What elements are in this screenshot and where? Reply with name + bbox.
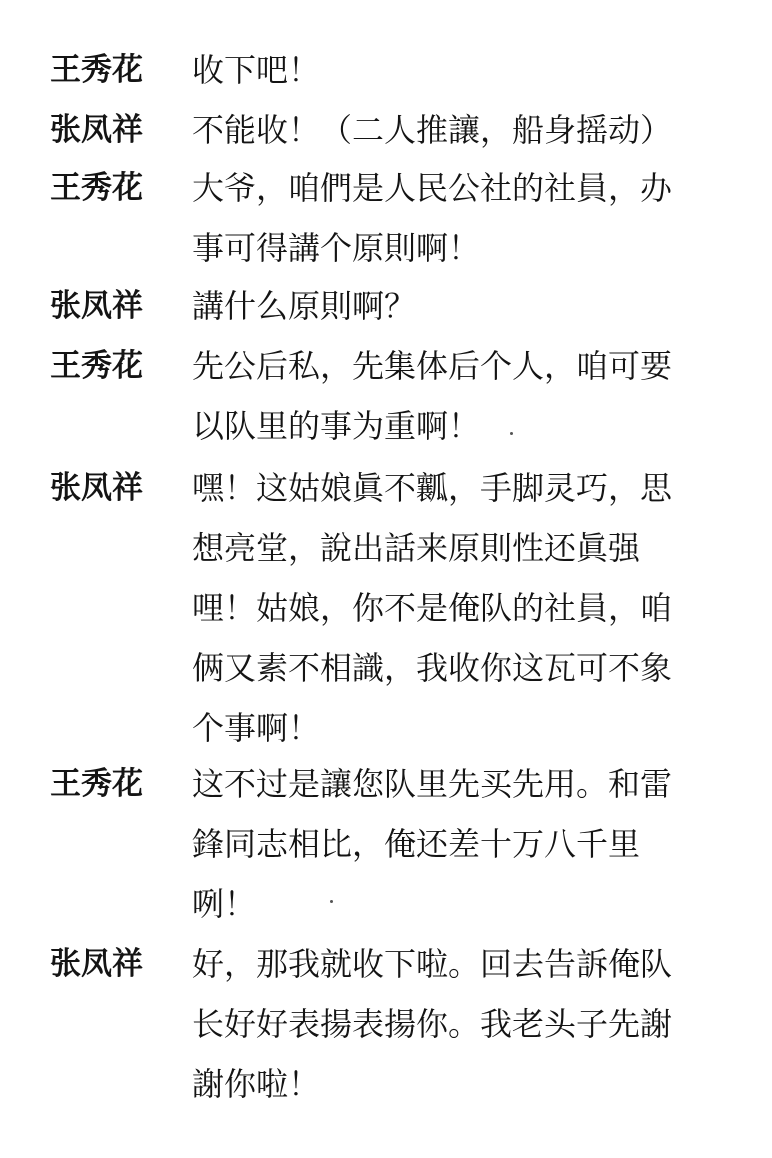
- speaker-name: 王秀花: [50, 170, 143, 206]
- dialogue-line: 收下吧！: [192, 51, 321, 89]
- dialogue-line: 长好好表揚表揚你。我老头子先謝: [192, 1005, 673, 1043]
- dialogue-line: 嘿！这姑娘眞不瓤，手脚灵巧，思: [192, 469, 673, 507]
- dialogue-line: 这不过是讓您队里先买先用。和雷: [192, 765, 673, 803]
- speaker-name: 王秀花: [50, 766, 143, 802]
- dialogue-line: 好，那我就收下啦。回去告訴俺队: [192, 945, 673, 983]
- dialogue-line: 謝你啦！: [192, 1065, 321, 1103]
- dialogue-line: 先公后私，先集体后个人，咱可要: [192, 347, 673, 385]
- scan-speck: [330, 900, 333, 903]
- dialogue-line: 哩！姑娘，你不是俺队的社員，咱: [192, 589, 673, 627]
- dialogue-line: 想亮堂，說出話来原則性还眞强: [192, 529, 641, 567]
- dialogue-line: 大爷，咱們是人民公社的社員，办: [192, 169, 673, 207]
- speaker-name: 张凤祥: [50, 112, 143, 148]
- dialogue-line: 不能收！（二人推讓，船身摇动）: [192, 111, 673, 149]
- dialogue-line: 鋒同志相比，俺还差十万八千里: [192, 825, 641, 863]
- speaker-name: 王秀花: [50, 348, 143, 384]
- dialogue-line: 講什么原則啊？: [192, 287, 417, 325]
- speaker-name: 王秀花: [50, 52, 143, 88]
- speaker-name: 张凤祥: [50, 288, 143, 324]
- scan-speck: [510, 432, 513, 435]
- dialogue-line: 咧！: [192, 885, 257, 923]
- dialogue-line: 以队里的事为重啊！: [192, 407, 481, 445]
- dialogue-line: 个事啊！: [192, 709, 321, 747]
- speaker-name: 张凤祥: [50, 946, 143, 982]
- speaker-name: 张凤祥: [50, 470, 143, 506]
- dialogue-line: 事可得講个原則啊！: [192, 229, 481, 267]
- dialogue-line: 俩又素不相識，我收你这瓦可不象: [192, 649, 673, 687]
